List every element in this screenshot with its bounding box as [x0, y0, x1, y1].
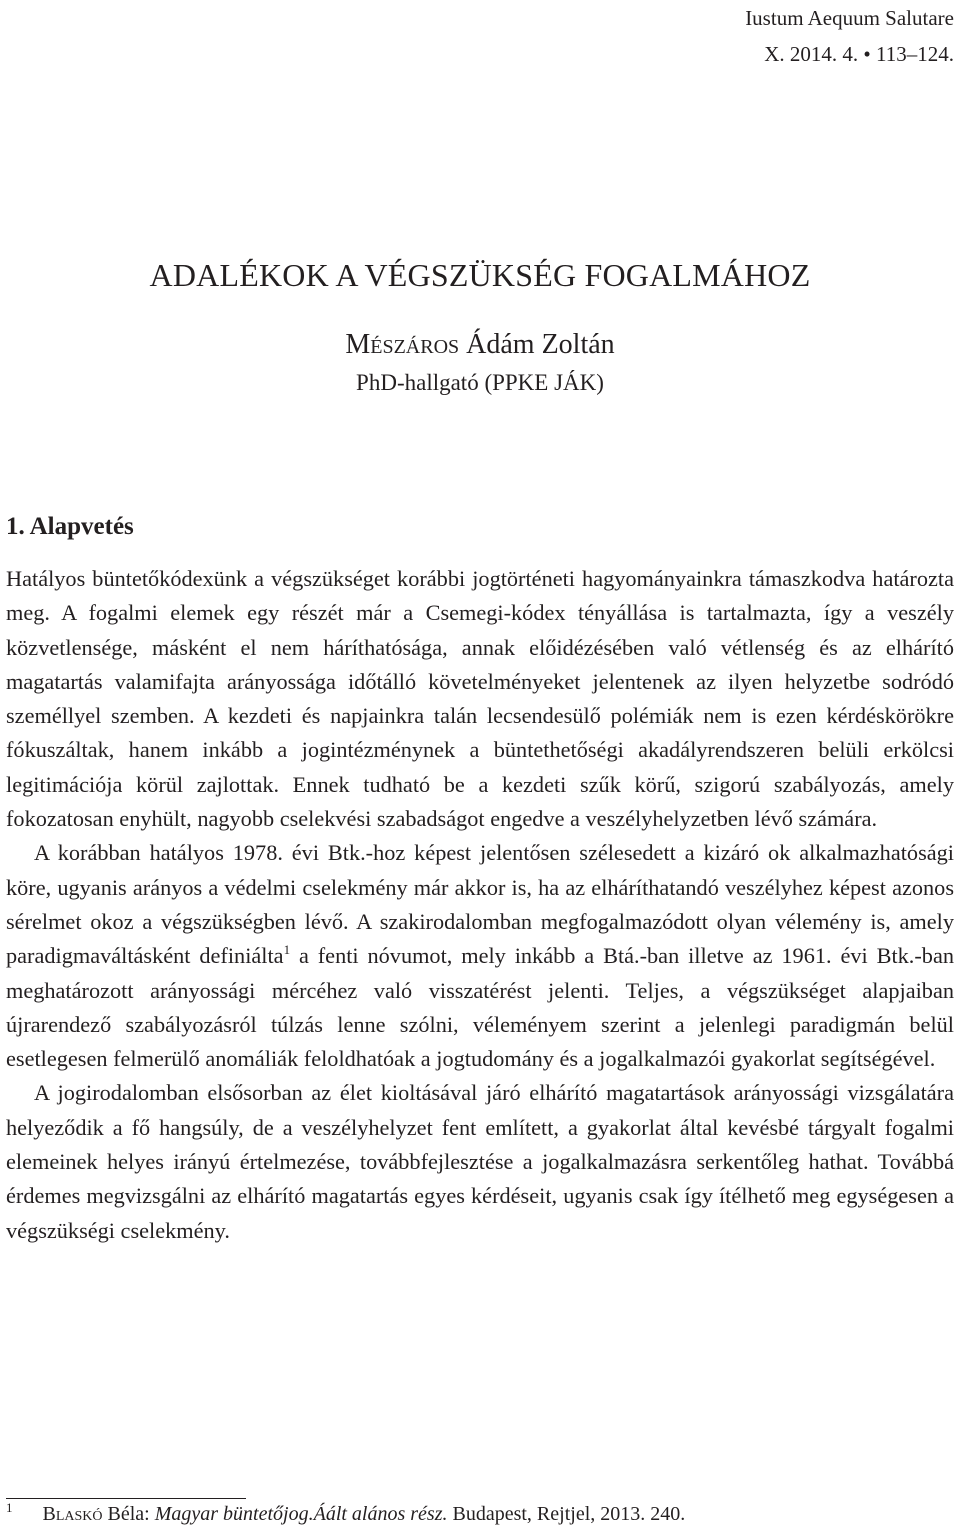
footnote-author-surname: Blaskó [42, 1503, 103, 1525]
footnote-publisher: Budapest, Rejtjel, 2013. 240. [447, 1503, 686, 1525]
author-given-name: Ádám Zoltán [466, 329, 615, 360]
footnote-author-given: Béla: [102, 1503, 155, 1525]
footnote-separator [6, 1498, 246, 1499]
footnote-1 [6, 1500, 685, 1528]
paragraph-2 [6, 836, 954, 1076]
author-name [0, 325, 960, 365]
author-surname: Mészáros [345, 329, 460, 360]
paragraph-1: Hatályos büntetőkódexünk a végszükséget korábbi jogtörténeti hagyományainkra támaszkodva határozta meg. A fogalmi elemek egy részét már a Csemegi-kódex tényállása is tartalmazta, így a veszély közvetlensége, másként el nem háríthatósága, annak előidézésében való vétlenség és az elhárító magatartás valamifajta arányossága időtálló követelményeket jelentenek az ilyen helyzetbe sodródó személlyel szemben. A kezdeti és napjainkra talán lecsendesülő polémiák nem is ezen kérdéskörökre fókuszáltak, hanem inkább a jogintézménynek a büntethetőségi akadályrendszeren belüli erkölcsi legitimációja körül zajlottak. Ennek tudható be a kezdeti szűk körű, szigorú szabályozás, amely fokozatosan enyhült, nagyobb cselekvési szabadságot engedve a veszélyhelyzetben lévő számára. [6, 566, 954, 832]
author-affiliation: PhD-hallgató (PPKE JÁK) [356, 370, 604, 395]
section-heading: 1. Alapvetés [6, 513, 134, 540]
footnote-reference[interactable]: 1 [283, 942, 291, 958]
paragraph-2-text-a: A korábban hatályos 1978. évi Btk.-hoz képest jelentősen szélesedett a kizáró ok alkalmazhatósági köre, ugyanis arányos a védelmi cselekmény már akkor is, ha az elháríthatandó veszélyhez képest azonos sérelmet okoz a végszükségben lévő. A szakirodalomban megfogalmazódott olyan vélemény is, amely paradigmaváltásként definiálta [6, 840, 954, 969]
paragraph-3: A jogirodalomban elsősorban az élet kioltásával járó elhárító magatartások arányossági vizsgálatára helyeződik a fő hangsúly, de a veszélyhelyzet fent említett, a gyakorlat által kevésbé tárgyalt fogalmi elemeinek helyes irányú értelmezése, továbbfejlesztése a jogalkalmazásra serkentőleg hathat. Továbbá érdemes megvizsgálni az elhárító magatartás egyes kérdéseit, ugyanis csak így ítélhető meg egységesen a végszükségi cselekmény. [6, 1080, 954, 1243]
article-title: ADALÉKOK A VÉGSZÜKSÉG FOGALMÁHOZ [149, 257, 811, 293]
footnote-book-title: Magyar büntetőjog.Áált alános rész. [154, 1503, 448, 1525]
paragraph-2-text-b: a fenti nóvumot, mely inkább a Btá.-ban illetve az 1961. évi Btk.-ban meghatározott arányossági mércéhez való visszatérést jelenti. Teljes, a végszükséget alapjaiban újrarendező szabályozásról túlzás lenne szólni, véleményem szerint a jelenlegi paradigmán belül esetlegesen felmerülő anomáliák feloldhatóak a jogtudomány és a jogalkalmazói gyakorlat segítségével. [6, 943, 954, 1072]
volume-info: X. 2014. 4. • 113–124. [764, 42, 954, 66]
footnote-mark: 1 [6, 1500, 13, 1515]
body-text [6, 562, 954, 1248]
running-head [745, 0, 954, 72]
journal-name: Iustum Aequum Salutare [745, 6, 954, 30]
